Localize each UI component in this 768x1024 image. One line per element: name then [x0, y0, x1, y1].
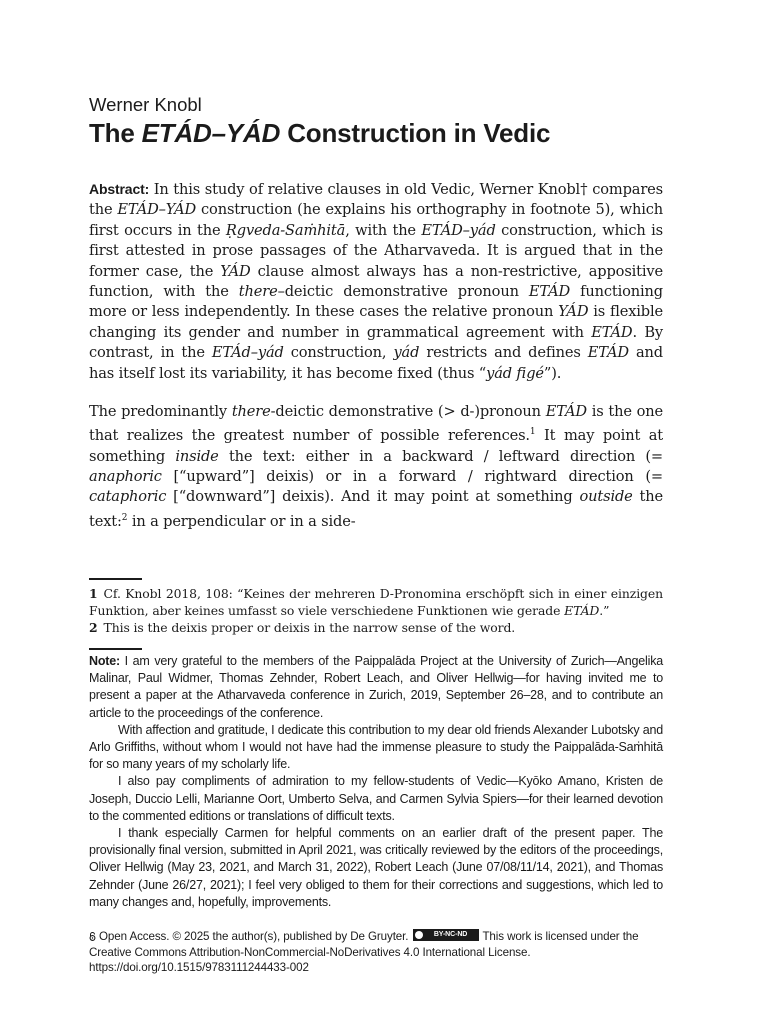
body-paragraph: [89, 402, 663, 532]
body-text: in a perpendicular or in a side-: [127, 512, 356, 530]
body-term: ETÁD: [545, 403, 587, 420]
footnote-1: [89, 585, 663, 620]
title-prefix: The: [89, 118, 142, 148]
abstract-term: ETÁD: [591, 323, 633, 341]
body-text: The predominantly: [89, 403, 232, 420]
footnote-ref[interactable]: 2: [121, 512, 128, 523]
body-term: there: [231, 403, 271, 420]
open-access-text: Open Access. © 2025 the author(s), published by De Gruyter.: [99, 930, 409, 943]
abstract-term: ETÁD–YÁD: [117, 201, 197, 219]
footnote-ref[interactable]: 1: [529, 427, 536, 438]
abstract-text: is flexible changing its gender and number in grammatical agreement with: [89, 303, 663, 341]
note-paragraph: I thank especially Carmen for helpful comments on an earlier draft of the present paper. The provisionally final version, submitted in April 2021, was critically reviewed by the editors of the proceedings, Oliver Hellwig (May 23, 2021, and March 31, 2022), Robert Leach (June 07/08/11/14, 2021), and Thomas Zehnder (June 26/27, 2021); I feel very obliged to them for their corrections and suggestions, which led to many changes and, hopefully, improvements.: [89, 826, 663, 909]
abstract-term: ETÁD: [587, 344, 629, 362]
abstract-term: YÁD: [558, 303, 589, 321]
note-paragraph: With affection and gratitude, I dedicate this contribution to my dear old friends Alexander Lubotsky and Arlo Griffiths, without whom I would not have had the immense pleasure to study the Paippalāda-Saṁhitā for so many years of my scholarly life.: [89, 722, 663, 772]
abstract-text: clause almost always has a non-restrictive, appositive function, with the: [89, 262, 663, 301]
license-text: This work is licensed under the Creative Commons Attribution-NonCommercial-NoDerivatives 4.0 International License.: [89, 930, 639, 959]
abstract-text: ”).: [543, 364, 562, 382]
abstract-term: there: [238, 283, 278, 301]
chapter-title: [89, 115, 550, 151]
body-term: anaphoric: [89, 468, 162, 486]
note-paragraph: I also pay compliments of admiration to my fellow-students of Vedic—Kyōko Amano, Kristen de Joseph, Duccio Lelli, Marianne Oort, Umberto Selva, and Carmen Sylvia Spiers—for their learned devotion to the commented editions or translations of difficult texts.: [89, 774, 663, 823]
abstract-text: and has itself lost its variability, it has become fixed (thus “: [89, 344, 663, 382]
cc-badge-label: BY-NC-ND: [433, 931, 468, 938]
footnote-number: 1: [89, 586, 98, 601]
footnote-text: This is the deixis proper or deixis in the narrow sense of the word.: [103, 620, 516, 635]
doi-link[interactable]: https://doi.org/10.1515/9783111244433-002: [89, 961, 309, 975]
abstract-text: , with the: [345, 221, 422, 239]
note-rule: [89, 648, 142, 650]
abstract-text: construction,: [283, 344, 394, 362]
abstract-term: ETÁD–yád: [421, 221, 496, 239]
body-term: cataphoric: [89, 488, 167, 506]
abstract-label: Abstract:: [89, 181, 150, 197]
body-term: inside: [175, 447, 219, 465]
abstract-text: restricts and defines: [419, 344, 588, 362]
body-text: [“downward”] deixis). And it may point at something: [166, 488, 580, 506]
abstract-term: yád figé: [486, 364, 544, 382]
open-access-statement: [89, 929, 663, 976]
body-text: is the one that realizes the greatest number of possible references.: [89, 403, 663, 445]
footnote-term: ETÁD: [564, 603, 600, 619]
body-term: outside: [579, 488, 633, 506]
title-italic: ETÁD–YÁD: [141, 118, 281, 148]
abstract-text: In this study of relative clauses in old Vedic, Werner Knobl† compares the: [89, 181, 663, 219]
body-text: It may point at something: [89, 427, 663, 465]
abstract-text: . By contrast, in the: [89, 323, 663, 362]
note-paragraph: I am very grateful to the members of the Paippalāda Project at the University of Zurich—Angelika Malinar, Paul Widmer, Thomas Zehnder, Robert Leach, and Oliver Hellwig—for having invited me to present a paper at the Atharvaveda conference in Zurich, 2019, September 26–28, and to contribute an article to the proceedings of the conference.: [89, 654, 663, 720]
footnote-text: .”: [599, 603, 610, 619]
acknowledgement-note: [89, 653, 663, 911]
abstract-text: construction, which is first attested in prose passages of the Atharvaveda. It is argued that in the former case, the: [89, 221, 664, 280]
abstract-term: ETÁd–yád: [211, 344, 284, 362]
abstract-text: functioning more or less independently. In these cases the relative pronoun: [89, 283, 663, 321]
footnote-2: [89, 619, 663, 636]
body-text: -deictic demonstrative (> d-)pronoun: [270, 403, 546, 420]
abstract-term: YÁD: [220, 262, 251, 280]
abstract-term: yád: [393, 344, 420, 362]
author-name: Werner Knobl: [89, 94, 202, 115]
abstract-text: –deictic demonstrative pronoun: [277, 283, 529, 301]
cc-license-badge[interactable]: [413, 929, 479, 941]
footnote-text: Cf. Knobl 2018, 108: “Keines der mehreren D-Pronomina erschöpft sich in einer einzigen Funktion, aber keines umfasst so viele verschiedene Funktionen wie gerade: [89, 586, 663, 619]
abstract-term: Ṛgveda-Saṁhitā: [225, 221, 346, 239]
footnote-rule: [89, 578, 142, 580]
footnote-number: 2: [89, 620, 98, 635]
title-suffix: Construction in Vedic: [280, 118, 551, 148]
abstract-text: construction (he explains his orthography in footnote 5), which first occurs in the: [89, 201, 663, 239]
abstract-term: ETÁD: [528, 283, 571, 301]
body-text: [“upward”] deixis) or in a forward / rightward direction (=: [161, 468, 663, 486]
note-label: Note:: [89, 654, 120, 668]
body-text: the text:: [89, 488, 663, 530]
abstract: [89, 179, 663, 384]
cc-icon: [415, 931, 423, 939]
body-text: the text: either in a backward / leftward direction (=: [218, 447, 663, 465]
open-access-lock-icon: [89, 932, 96, 941]
